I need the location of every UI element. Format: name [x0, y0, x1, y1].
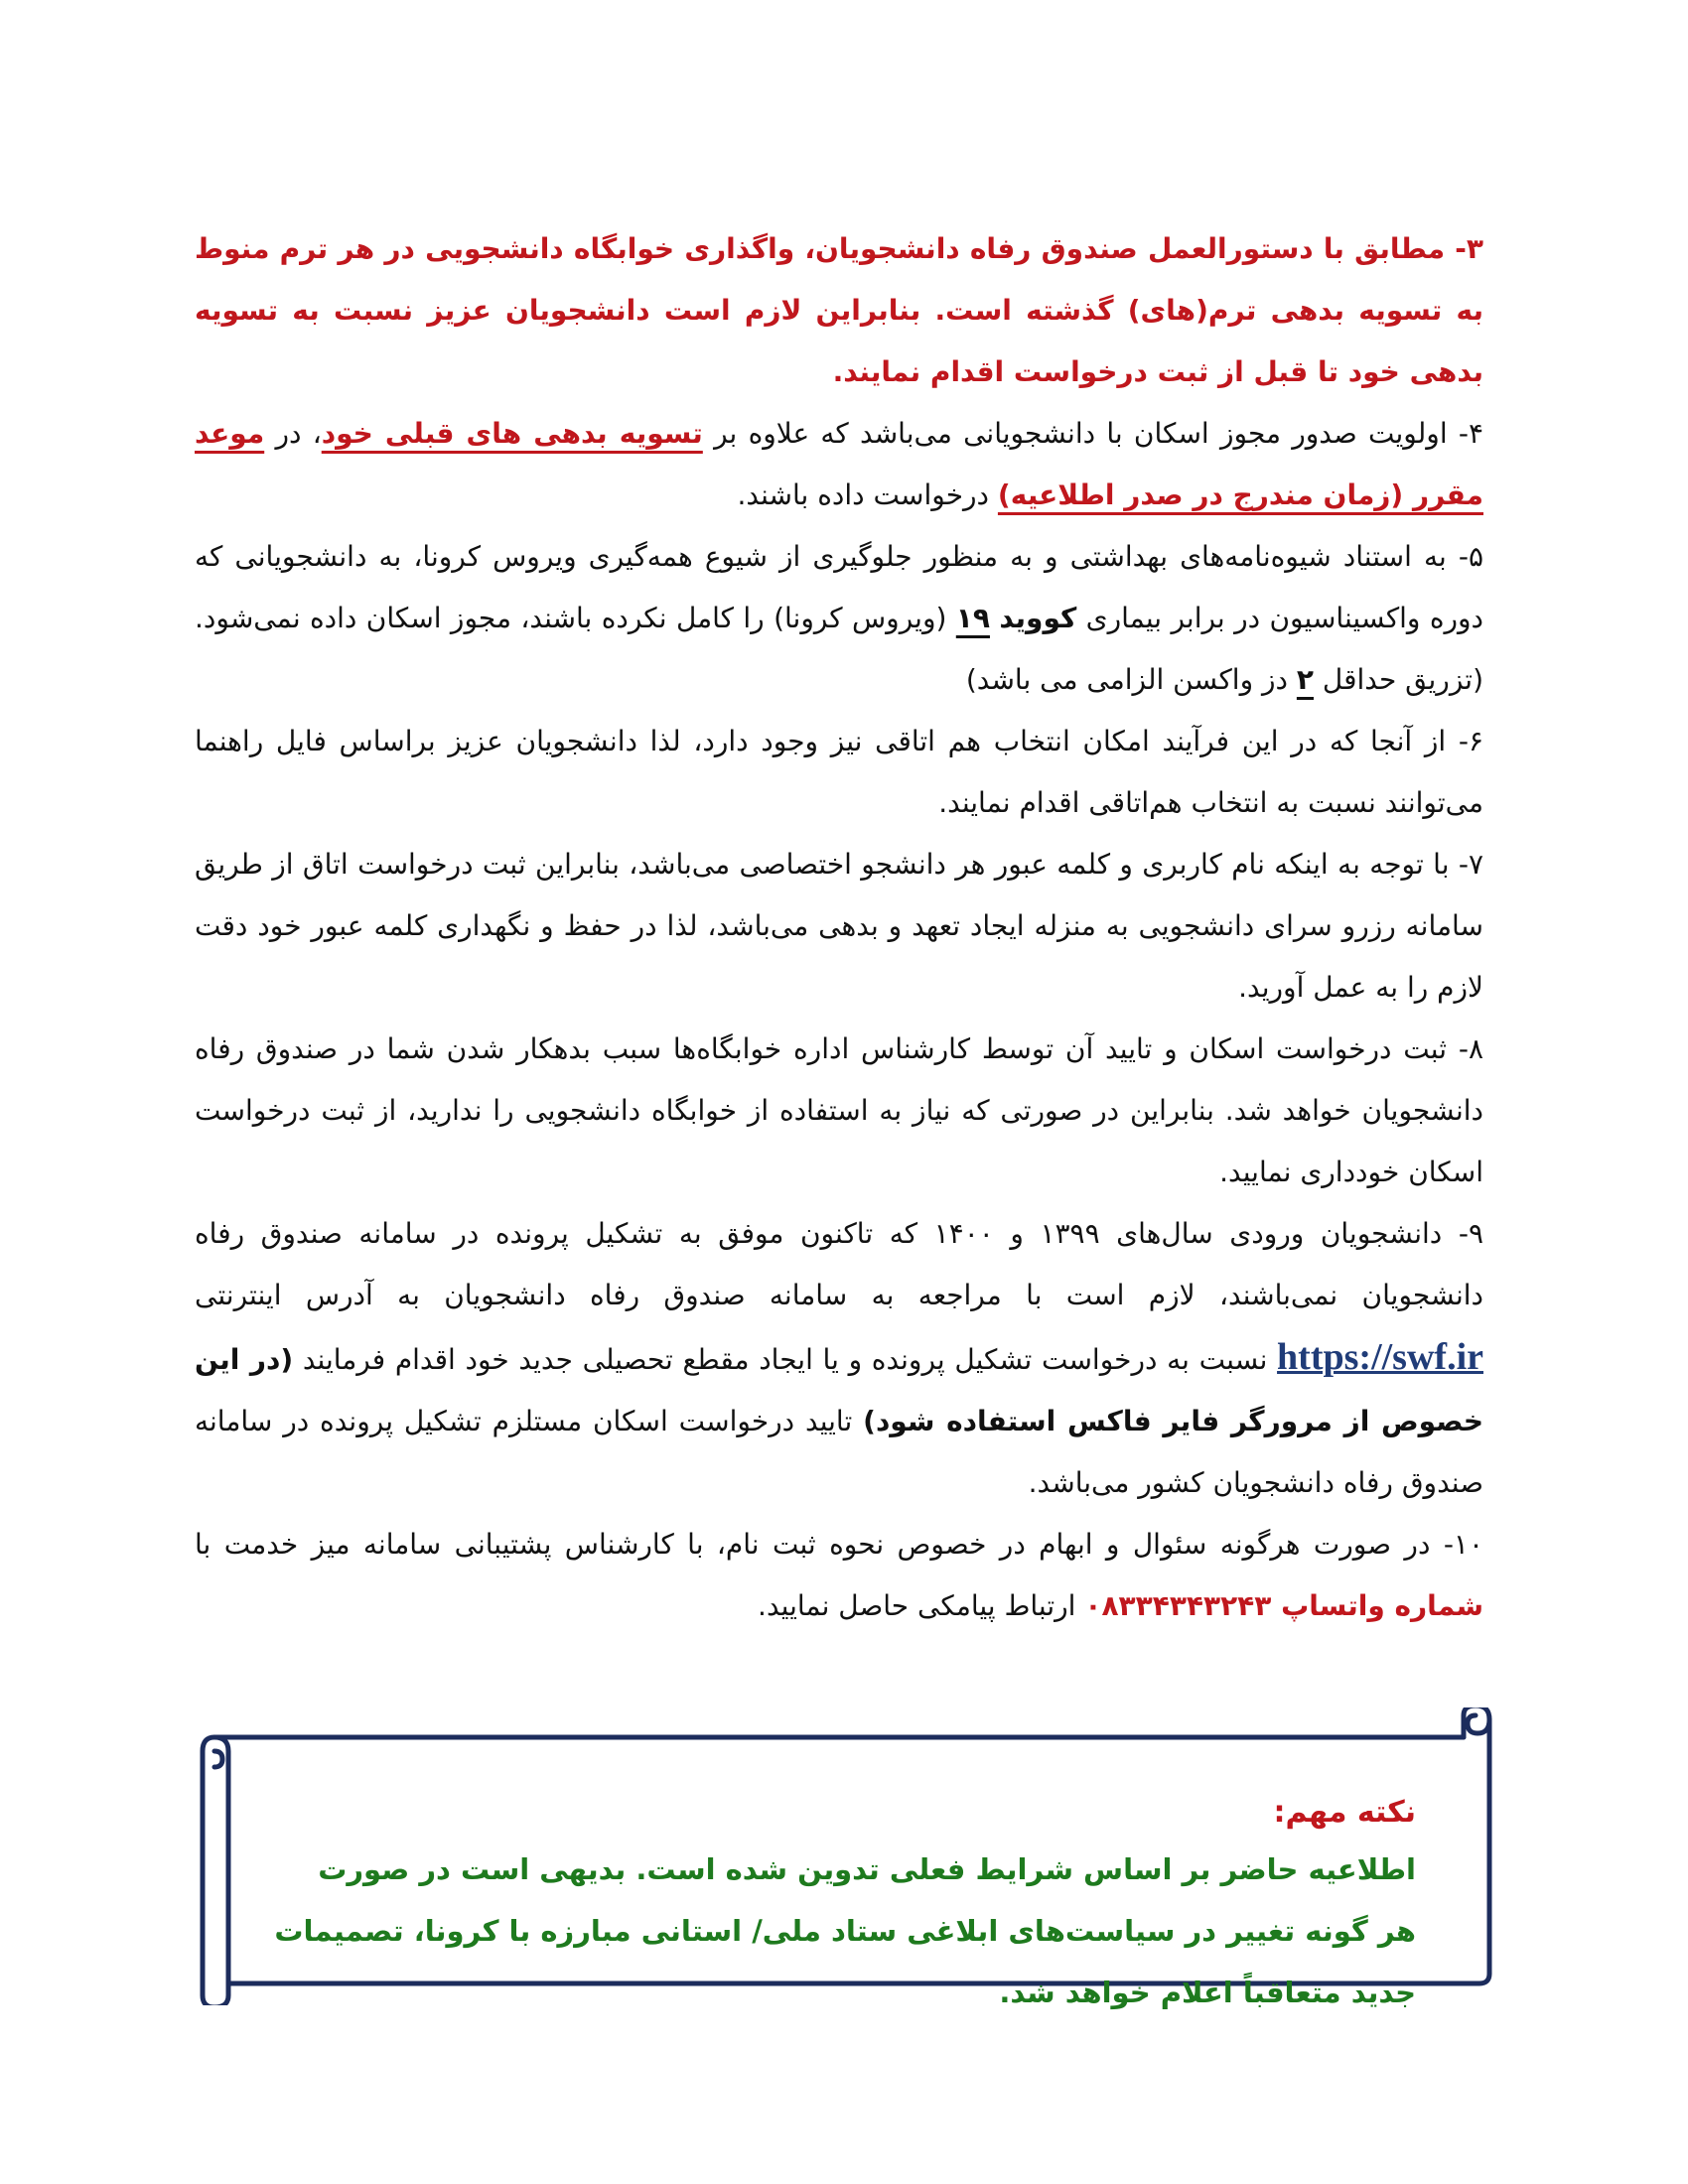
- item-5: [195, 526, 1483, 711]
- document-body: [195, 218, 1483, 1637]
- item-10-text-2: ارتباط پیامکی حاصل نمایید.: [758, 1589, 1085, 1622]
- item-5-space: [990, 602, 999, 634]
- whatsapp-number: شماره واتساپ ۰۸۳۳۴۳۴۳۲۴۳: [1084, 1589, 1483, 1622]
- item-6: ۶- از آنجا که در این فرآیند امکان انتخاب هم اتاقی نیز وجود دارد، لذا دانشجویان عزیز براساس فایل راهنما می‌توانند نسبت به انتخاب هم‌اتاقی اقدام نمایند.: [195, 725, 1483, 819]
- item-9-text-2: نسبت به درخواست تشکیل پرونده و یا ایجاد مقطع تحصیلی جدید خود اقدام فرمایند: [293, 1343, 1278, 1376]
- item-8: ۸- ثبت درخواست اسکان و تایید آن توسط کارشناس اداره خوابگاه‌ها سبب بدهکار شدن شما در صندوق رفاه دانشجویان خواهد شد. بنابراین در صورتی که نیاز به استفاده از خوابگاه دانشجویی را ندارید، از ثبت درخواست اسکان خودداری نمایید.: [195, 1032, 1483, 1188]
- item-4-debt-highlight: تسویه بدهی های قبلی خود: [321, 417, 703, 450]
- swf-link[interactable]: https://swf.ir: [1277, 1336, 1483, 1378]
- item-10-text: ۱۰- در صورت هرگونه سئوال و ابهام در خصوص نحوه ثبت نام، با کارشناس پشتیبانی سامانه میز خدمت با: [195, 1528, 1483, 1561]
- item-9-firefox-note: (در این خصوص از مرورگر فایر فاکس استفاده شود): [195, 1343, 1484, 1437]
- item-3: ۳- مطابق با دستورالعمل صندوق رفاه دانشجویان، واگذاری خوابگاه دانشجویی در هر ترم منوط به تسویه بدهی ترم(های) گذشته است. بنابراین لازم است دانشجویان عزیز نسبت به تسویه بدهی خود تا قبل از ثبت درخواست اقدام نمایند.: [195, 232, 1483, 388]
- item-5-dose-count: ۲: [1296, 663, 1314, 696]
- note-body: اطلاعیه حاضر بر اساس شرایط فعلی تدوین شده است. بدیهی است در صورت هر گونه تغییر در سیاست‌های ابلاغی ستاد ملی/ استانی مبارزه با کرونا، تصمیمات جدید متعاقباً اعلام خواهد شد.: [274, 1852, 1416, 2009]
- item-10: [195, 1514, 1483, 1637]
- item-4-text: ۴- اولویت صدور مجوز اسکان با دانشجویانی می‌باشد که علاوه بر: [702, 417, 1484, 450]
- item-5-covid-number: ۱۹: [955, 602, 990, 634]
- item-4-text-2: ، در: [264, 417, 322, 450]
- item-5-covid: کووید: [999, 602, 1077, 634]
- item-4: [195, 403, 1483, 526]
- item-5-text-2: (ویروس کرونا) را کامل نکرده باشند، مجوز اسکان داده نمی‌شود. (تزریق حداقل: [195, 602, 1483, 696]
- item-5-text-3: دز واکسن الزامی می باشد): [965, 663, 1297, 696]
- item-4-deadline-highlight: موعد مقرر (زمان مندرج در صدر اطلاعیه): [195, 417, 1483, 511]
- item-4-text-3: درخواست داده باشند.: [737, 478, 998, 511]
- note-content: [274, 1787, 1416, 2023]
- note-title: نکته مهم:: [1273, 1795, 1416, 1830]
- item-9: [195, 1203, 1483, 1514]
- item-7: ۷- با توجه به اینکه نام کاربری و کلمه عبور هر دانشجو اختصاصی می‌باشد، بنابراین ثبت درخواست اتاق از طریق سامانه رزرو سرای دانشجویی به منزله ایجاد تعهد و بدهی می‌باشد، لذا در حفظ و نگهداری کلمه عبور خود دقت لازم را به عمل آورید.: [195, 848, 1483, 1004]
- item-9-text-3: تایید درخواست اسکان مستلزم تشکیل پرونده در سامانه صندوق رفاه دانشجویان کشور می‌باشد.: [195, 1405, 1483, 1499]
- note-scroll-box: [195, 1707, 1505, 2009]
- item-5-text: ۵- به استناد شیوه‌نامه‌های بهداشتی و به منظور جلوگیری از شیوع همه‌گیری ویروس کرونا، به دانشجویانی که دوره واکسیناسیون در برابر بیماری: [195, 540, 1484, 634]
- item-9-text: ۹- دانشجویان ورودی سال‌های ۱۳۹۹ و ۱۴۰۰ که تاکنون موفق به تشکیل پرونده در سامانه صندوق رفاه دانشجویان نمی‌باشند، لازم است با مراجعه به سامانه صندوق رفاه دانشجویان به آدرس اینترنتی: [195, 1217, 1483, 1311]
